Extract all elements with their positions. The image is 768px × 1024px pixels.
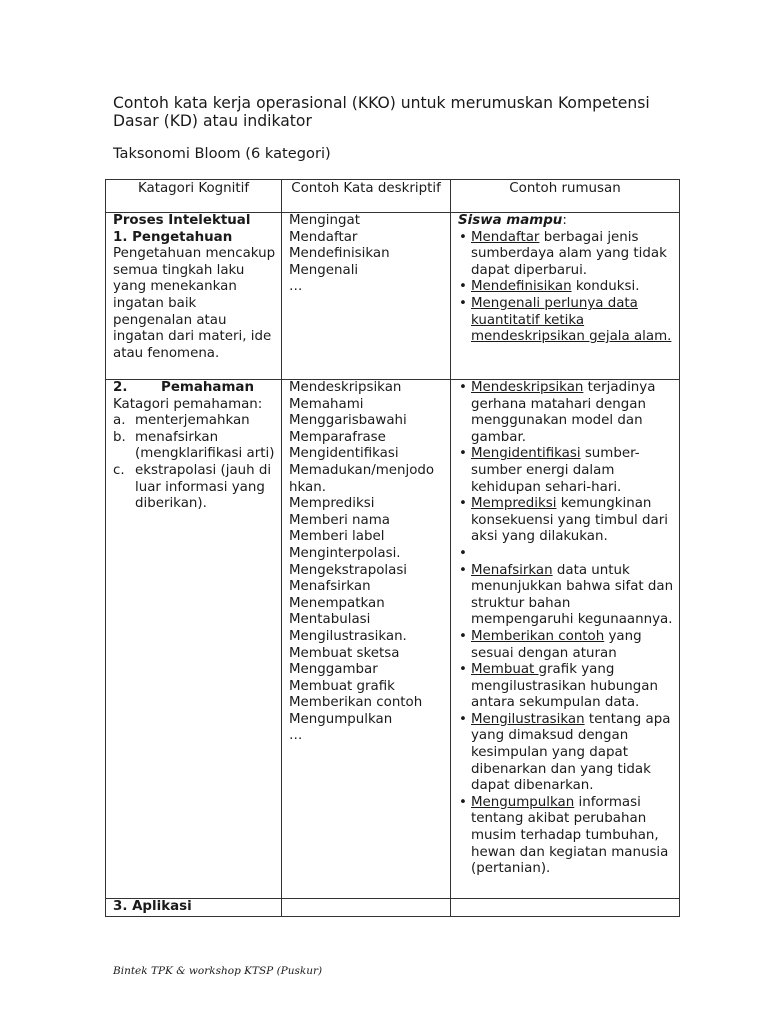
row-description: Katagori pemahaman: bbox=[113, 396, 263, 412]
verb-item: … bbox=[289, 279, 303, 295]
cell-kategori-pengetahuan bbox=[106, 213, 282, 380]
list-marker: a. bbox=[113, 413, 126, 429]
bloom-taxonomy-table bbox=[105, 179, 680, 917]
example-verb: Mengidentifikasi bbox=[471, 446, 581, 462]
table-row-pengetahuan bbox=[106, 213, 680, 380]
cell-verbs-pemahaman bbox=[282, 380, 451, 899]
example-verb: Mengumpulkan bbox=[471, 794, 575, 810]
list-item-text: menterjemahkan bbox=[135, 413, 250, 429]
example-verb: Mendaftar bbox=[471, 229, 540, 245]
verb-item: Menggarisbawahi bbox=[289, 413, 407, 429]
row-number: 2. bbox=[113, 380, 128, 395]
verb-item: Mengekstrapolasi bbox=[289, 562, 408, 578]
cell-verbs-pengetahuan bbox=[282, 213, 451, 380]
example-text: berbagai jenis sumberdaya alam yang tidak dapat diperbarui. bbox=[471, 229, 667, 278]
example-item bbox=[458, 446, 677, 496]
list-marker: b. bbox=[113, 429, 126, 445]
example-text: sumber-sumber energi dalam kehidupan sehari-hari. bbox=[471, 446, 640, 495]
verb-item: Memberikan contoh bbox=[289, 695, 423, 711]
example-item bbox=[458, 296, 677, 346]
list-item bbox=[113, 463, 279, 513]
row-heading bbox=[113, 380, 279, 397]
table-header-row bbox=[106, 180, 680, 213]
example-list bbox=[458, 380, 677, 878]
cell-examples-pemahaman bbox=[451, 380, 680, 899]
example-verb: Mendefinisikan bbox=[471, 279, 572, 295]
example-item bbox=[458, 496, 677, 546]
verb-list bbox=[289, 380, 448, 745]
cell-kategori-pemahaman bbox=[106, 380, 282, 899]
header-contoh-rumusan: Contoh rumusan bbox=[451, 180, 680, 213]
verb-item: Mengidentifikasi bbox=[289, 446, 399, 462]
cell-verbs-aplikasi bbox=[282, 899, 451, 917]
row-description: Pengetahuan mencakup semua tingkah laku yang menekankan ingatan baik pengenalan atau ingatan dari materi, ide atau fenomena. bbox=[113, 246, 276, 361]
example-verb: Mendeskripsikan bbox=[471, 380, 584, 395]
verb-item: … bbox=[289, 728, 303, 744]
verb-item: Mentabulasi bbox=[289, 612, 371, 628]
example-item bbox=[458, 546, 677, 563]
example-item bbox=[458, 662, 677, 712]
example-item bbox=[458, 230, 677, 280]
header-kategori-kognitif: Katagori Kognitif bbox=[106, 180, 282, 213]
row-heading: Proses Intelektual bbox=[113, 213, 251, 228]
verb-item: Mendeskripsikan bbox=[289, 380, 402, 395]
header-contoh-kata-deskriptif: Contoh Kata deskriptif bbox=[282, 180, 451, 213]
verb-item: Mendefinisikan bbox=[289, 246, 390, 262]
lead-line bbox=[458, 213, 677, 230]
verb-item: Memprediksi bbox=[289, 496, 375, 512]
list-item bbox=[113, 430, 279, 463]
example-list bbox=[458, 230, 677, 346]
example-item bbox=[458, 380, 677, 446]
example-text: informasi tentang akibat perubahan musim terhadap tumbuhan, hewan dan kegiatan manusia (pertanian). bbox=[471, 794, 669, 877]
example-item bbox=[458, 795, 677, 878]
verb-item: Memahami bbox=[289, 396, 364, 412]
table-row-aplikasi bbox=[106, 899, 680, 917]
cell-kategori-aplikasi bbox=[106, 899, 282, 917]
cell-examples-pengetahuan bbox=[451, 213, 680, 380]
example-text: terjadinya gerhana matahari dengan menggunakan model dan gambar. bbox=[471, 380, 656, 445]
list-item bbox=[113, 413, 279, 430]
verb-item: Menafsirkan bbox=[289, 579, 371, 595]
list-item-text: ekstrapolasi (jauh di luar informasi yang diberikan). bbox=[135, 462, 272, 512]
verb-item: Menginterpolasi. bbox=[289, 545, 401, 561]
verb-item: Menempatkan bbox=[289, 595, 385, 611]
verb-item: Memadukan/menjodo bbox=[289, 462, 435, 478]
example-text: yang sesuai dengan aturan bbox=[471, 628, 642, 661]
verb-item: Memparafrase bbox=[289, 429, 386, 445]
verb-item: Mendaftar bbox=[289, 229, 358, 245]
verb-item: Mengenali bbox=[289, 262, 359, 278]
lead-text: Siswa mampu bbox=[458, 213, 563, 228]
example-text: data untuk menunjukkan bahwa sifat dan struktur bahan mempengaruhi kegunaannya. bbox=[471, 562, 674, 628]
example-item bbox=[458, 563, 677, 629]
example-verb: Memberikan contoh bbox=[471, 628, 605, 644]
sub-category-list bbox=[113, 413, 279, 513]
verb-item: Memberi nama bbox=[289, 512, 390, 528]
example-item bbox=[458, 712, 677, 795]
example-text: grafik yang mengilustrasikan hubungan antara sekumpulan data. bbox=[471, 662, 658, 711]
table-row-pemahaman bbox=[106, 380, 680, 899]
verb-item: Membuat grafik bbox=[289, 678, 395, 694]
example-text: tentang apa yang dimaksud dengan kesimpulan yang dapat dibenarkan dan yang tidak dapat dibenarkan. bbox=[471, 711, 671, 794]
verb-item: Memberi label bbox=[289, 529, 385, 545]
document-subtitle: Taksonomi Bloom (6 kategori) bbox=[113, 145, 331, 162]
row-heading-text: Pemahaman bbox=[161, 380, 254, 395]
example-text: konduksi. bbox=[571, 279, 640, 295]
example-item bbox=[458, 629, 677, 662]
verb-item: Membuat sketsa bbox=[289, 645, 400, 661]
example-verb: Memprediksi bbox=[471, 496, 557, 512]
verb-item: Mengingat bbox=[289, 213, 360, 228]
verb-item: hkan. bbox=[289, 479, 326, 495]
list-item-text: menafsirkan (mengklarifikasi arti) bbox=[135, 429, 275, 462]
row-subheading: 1. Pengetahuan bbox=[113, 229, 233, 245]
example-verb: Mengilustrasikan bbox=[471, 711, 585, 727]
row-heading: 3. Aplikasi bbox=[113, 899, 192, 914]
example-text: kemungkinan konsekuensi yang timbul dari aksi yang dilakukan. bbox=[471, 496, 668, 545]
verb-item: Menggambar bbox=[289, 662, 378, 678]
example-verb: Menafsirkan bbox=[471, 562, 553, 578]
list-marker: c. bbox=[113, 462, 125, 478]
example-item bbox=[458, 279, 677, 296]
lead-colon: : bbox=[562, 213, 567, 228]
verb-item: Mengilustrasikan. bbox=[289, 628, 407, 644]
document-title: Contoh kata kerja operasional (KKO) untuk merumuskan Kompetensi Dasar (KD) atau indikator bbox=[113, 94, 650, 130]
verb-list bbox=[289, 213, 448, 296]
page-footer: Bintek TPK & workshop KTSP (Puskur) bbox=[113, 965, 323, 977]
verb-item: Mengumpulkan bbox=[289, 711, 393, 727]
example-verb: Membuat bbox=[471, 662, 539, 678]
cell-examples-aplikasi bbox=[451, 899, 680, 917]
example-verb: Mengenali perlunya data kuantitatif ketika mendeskripsikan gejala alam. bbox=[471, 295, 672, 345]
